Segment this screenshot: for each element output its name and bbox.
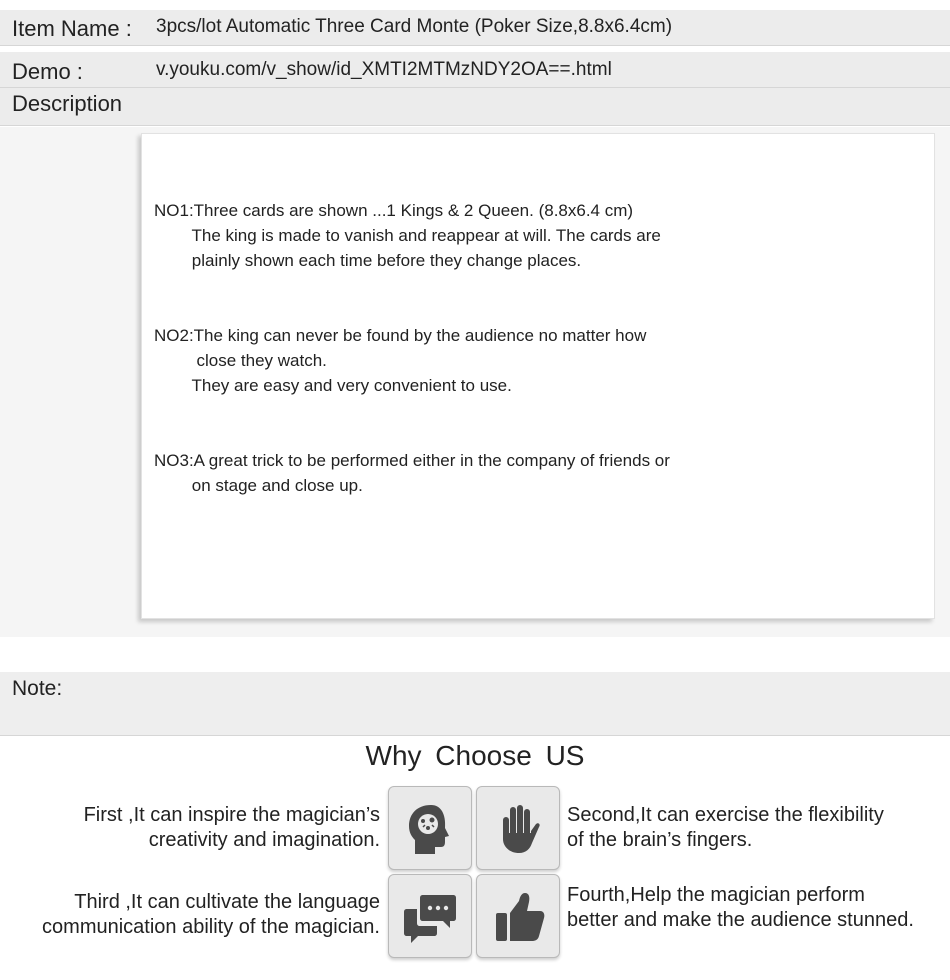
demo-label: Demo : — [12, 59, 83, 84]
description-label: Description — [12, 91, 123, 116]
chat-bubbles-tile — [388, 874, 472, 958]
item-name-row — [0, 10, 950, 46]
feature-second-text — [567, 803, 884, 853]
thumbs-up-icon — [489, 887, 549, 947]
note-row — [0, 672, 950, 736]
feature-third-text — [42, 890, 380, 940]
item-name-label: Item Name : — [12, 16, 132, 41]
feature-line: better and make the audience stunned. — [567, 909, 914, 931]
feature-line: of the brain’s fingers. — [567, 829, 753, 851]
description-row — [0, 88, 950, 126]
description-paragraph-3 — [154, 448, 670, 498]
description-paragraph-2 — [154, 323, 646, 398]
feature-line: First ,It can inspire the magician’s — [83, 804, 380, 826]
chat-bubbles-icon — [401, 887, 461, 947]
paragraph-line: on stage and close up. — [154, 476, 363, 495]
brain-head-icon — [401, 799, 461, 859]
item-name-value: 3pcs/lot Automatic Three Card Monte (Poker Size,8.8x6.4cm) — [156, 16, 673, 37]
feature-first-text — [84, 803, 380, 853]
paragraph-line: plainly shown each time before they change places. — [154, 251, 582, 270]
why-choose-us-title: Why Choose US — [365, 740, 585, 771]
feature-line: communication ability of the magician. — [42, 916, 380, 938]
hand-icon — [489, 799, 549, 859]
paragraph-line: NO2:The king can never be found by the audience no matter how — [154, 326, 647, 345]
feature-line: Third ,It can cultivate the language — [74, 891, 380, 913]
feature-fourth-text — [567, 883, 914, 933]
note-label: Note: — [12, 677, 63, 700]
description-paragraph-1 — [154, 198, 661, 273]
paragraph-line: close they watch. — [154, 351, 327, 370]
brain-head-tile — [388, 786, 472, 870]
feature-line: Fourth,Help the magician perform — [567, 884, 865, 906]
demo-row — [0, 52, 950, 88]
hand-tile — [476, 786, 560, 870]
feature-line: creativity and imagination. — [148, 829, 380, 851]
demo-link[interactable]: v.youku.com/v_show/id_XMTI2MTMzNDY2OA==.html — [156, 59, 612, 80]
feature-line: Second,It can exercise the flexibility — [567, 804, 884, 826]
paragraph-line: NO1:Three cards are shown ...1 Kings & 2 Queen. (8.8x6.4 cm) — [154, 201, 634, 220]
paragraph-line: The king is made to vanish and reappear at will. The cards are — [154, 226, 661, 245]
paragraph-line: NO3:A great trick to be performed either in the company of friends or — [154, 451, 670, 470]
thumbs-up-tile — [476, 874, 560, 958]
paragraph-line: They are easy and very convenient to use. — [154, 376, 512, 395]
